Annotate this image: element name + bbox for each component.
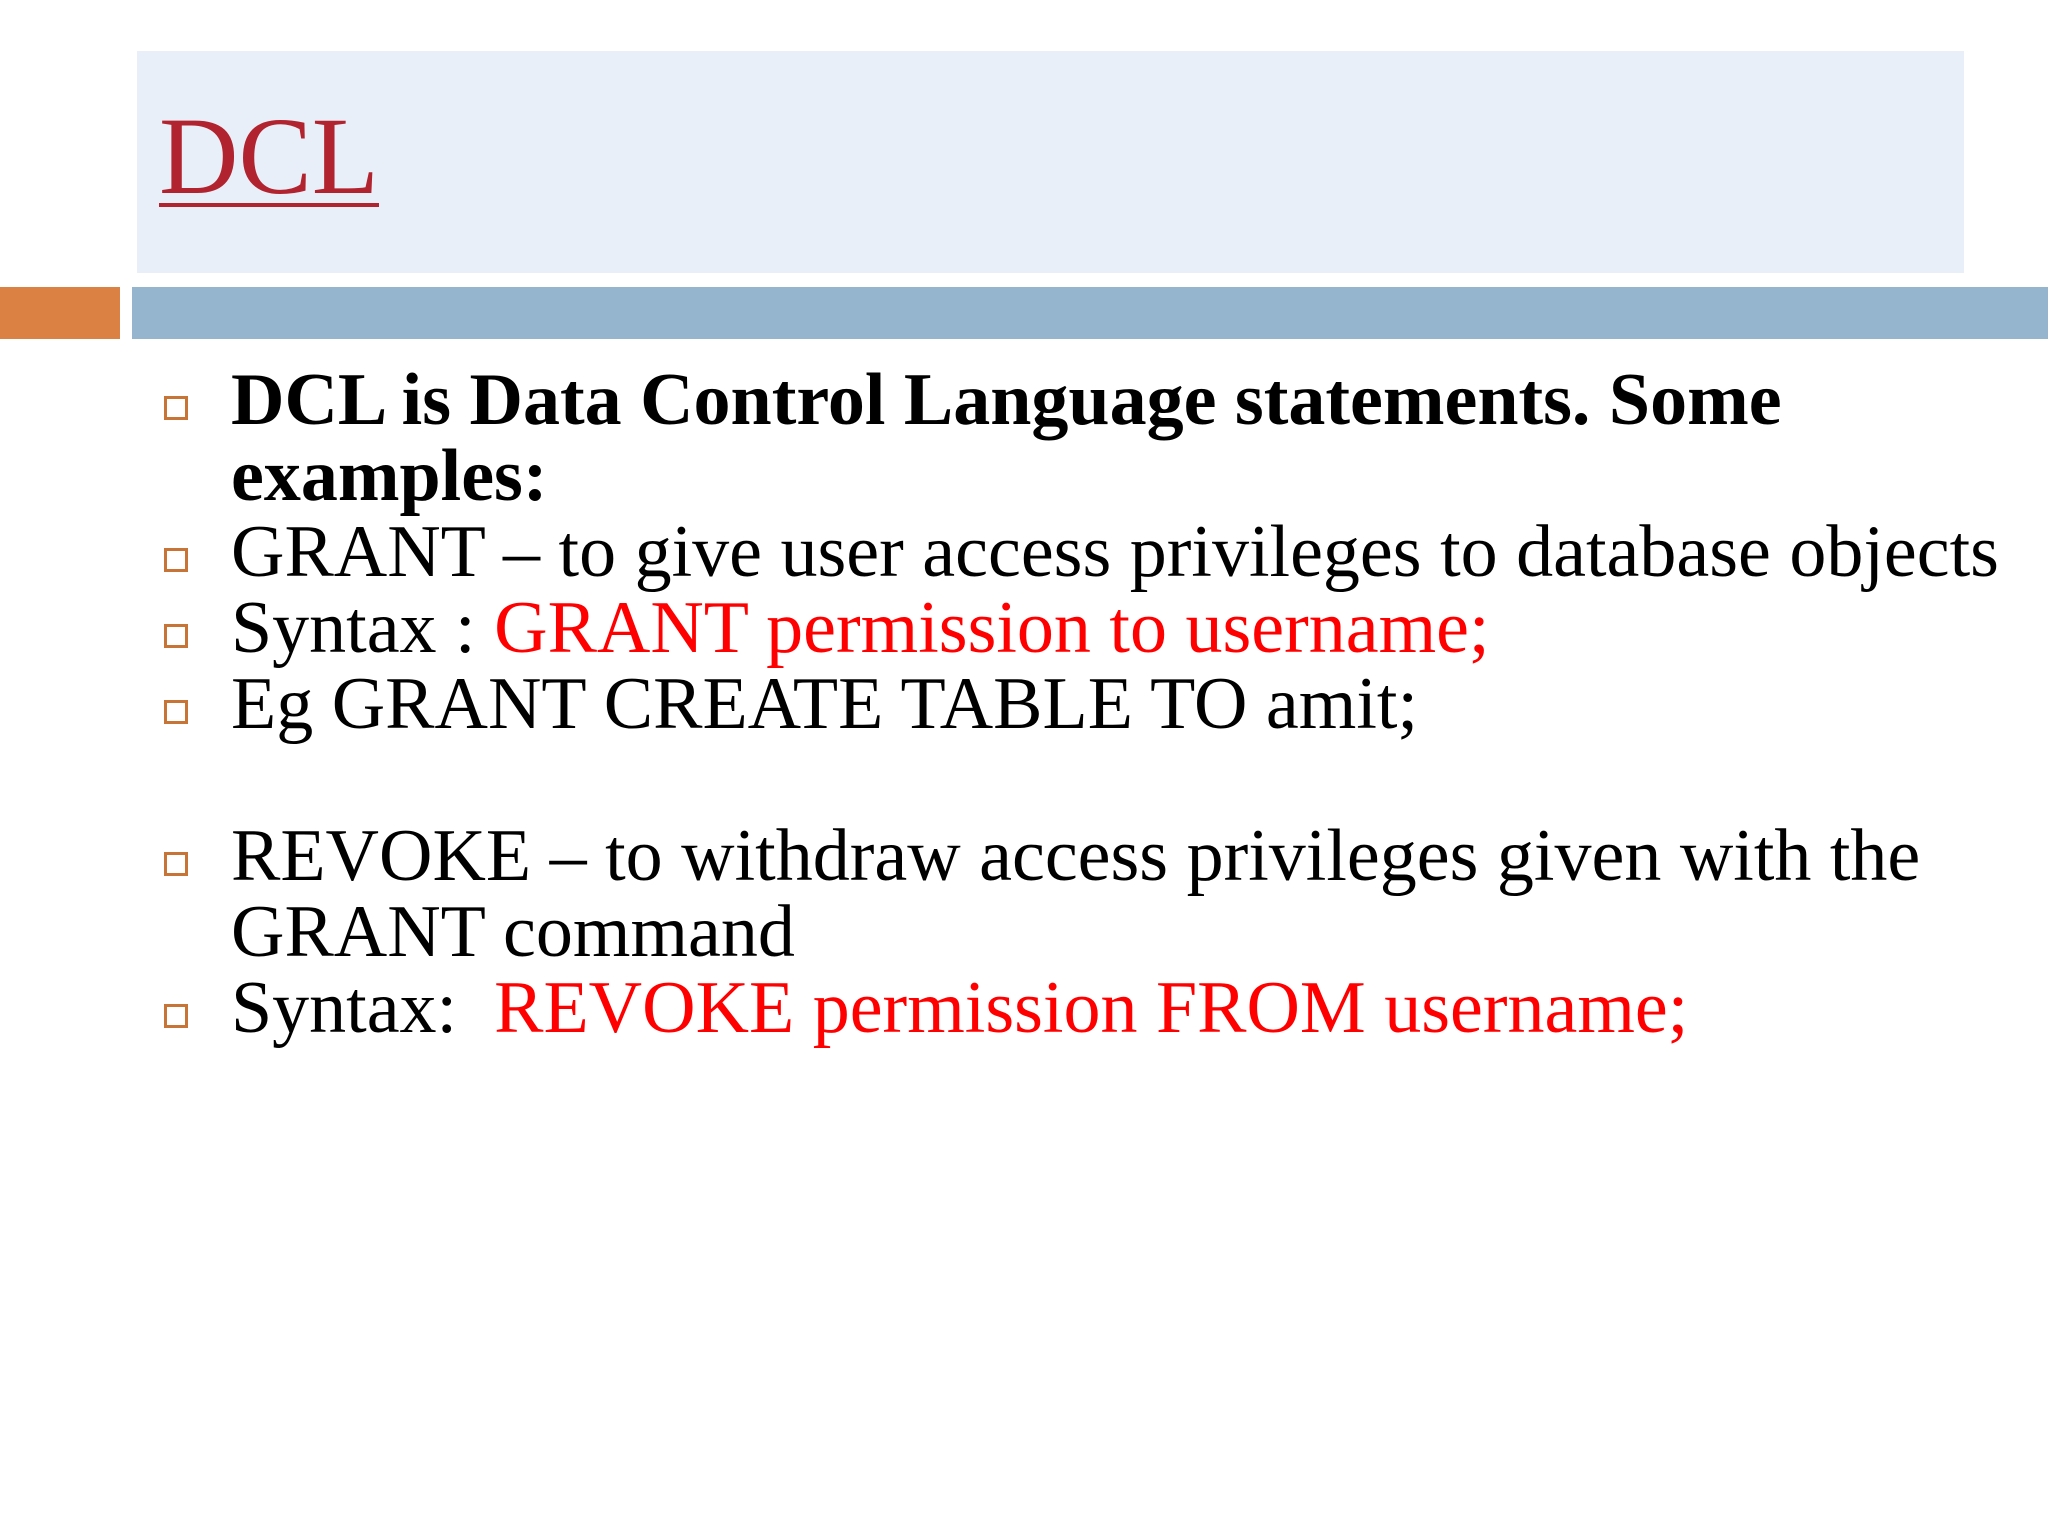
accent-bar-blue (132, 287, 2048, 339)
bullet-item-grant-syntax (160, 587, 2000, 669)
slide-title: DCL (159, 95, 379, 217)
bullet-item-revoke-syntax (160, 967, 2000, 1049)
title-box (137, 51, 1964, 273)
bullet-list (160, 359, 2000, 1049)
square-bullet-icon (164, 1004, 188, 1028)
syntax-label: Syntax : (231, 587, 495, 669)
bullet-text: DCL is Data Control Language statements. Some examples: (231, 359, 1782, 517)
square-bullet-icon (164, 624, 188, 648)
bullet-item-revoke (160, 815, 2000, 973)
square-bullet-icon (164, 852, 188, 876)
bullet-text: Eg GRANT CREATE TABLE TO amit; (231, 663, 1418, 745)
accent-bar-orange (0, 287, 120, 339)
bullet-item-grant (160, 511, 2000, 593)
syntax-label: Syntax: (231, 967, 495, 1049)
bullet-item-grant-example (160, 663, 2000, 745)
bullet-text: GRANT – to give user access privileges to database objects (231, 511, 1999, 593)
square-bullet-icon (164, 396, 188, 420)
square-bullet-icon (164, 700, 188, 724)
syntax-code: GRANT permission to username; (494, 587, 1490, 669)
bullet-text: REVOKE – to withdraw access privileges given with the GRANT command (231, 815, 1921, 973)
spacer (160, 742, 2000, 818)
syntax-code: REVOKE permission FROM username; (494, 967, 1689, 1049)
bullet-item-dcl-definition (160, 359, 2000, 517)
square-bullet-icon (164, 548, 188, 572)
